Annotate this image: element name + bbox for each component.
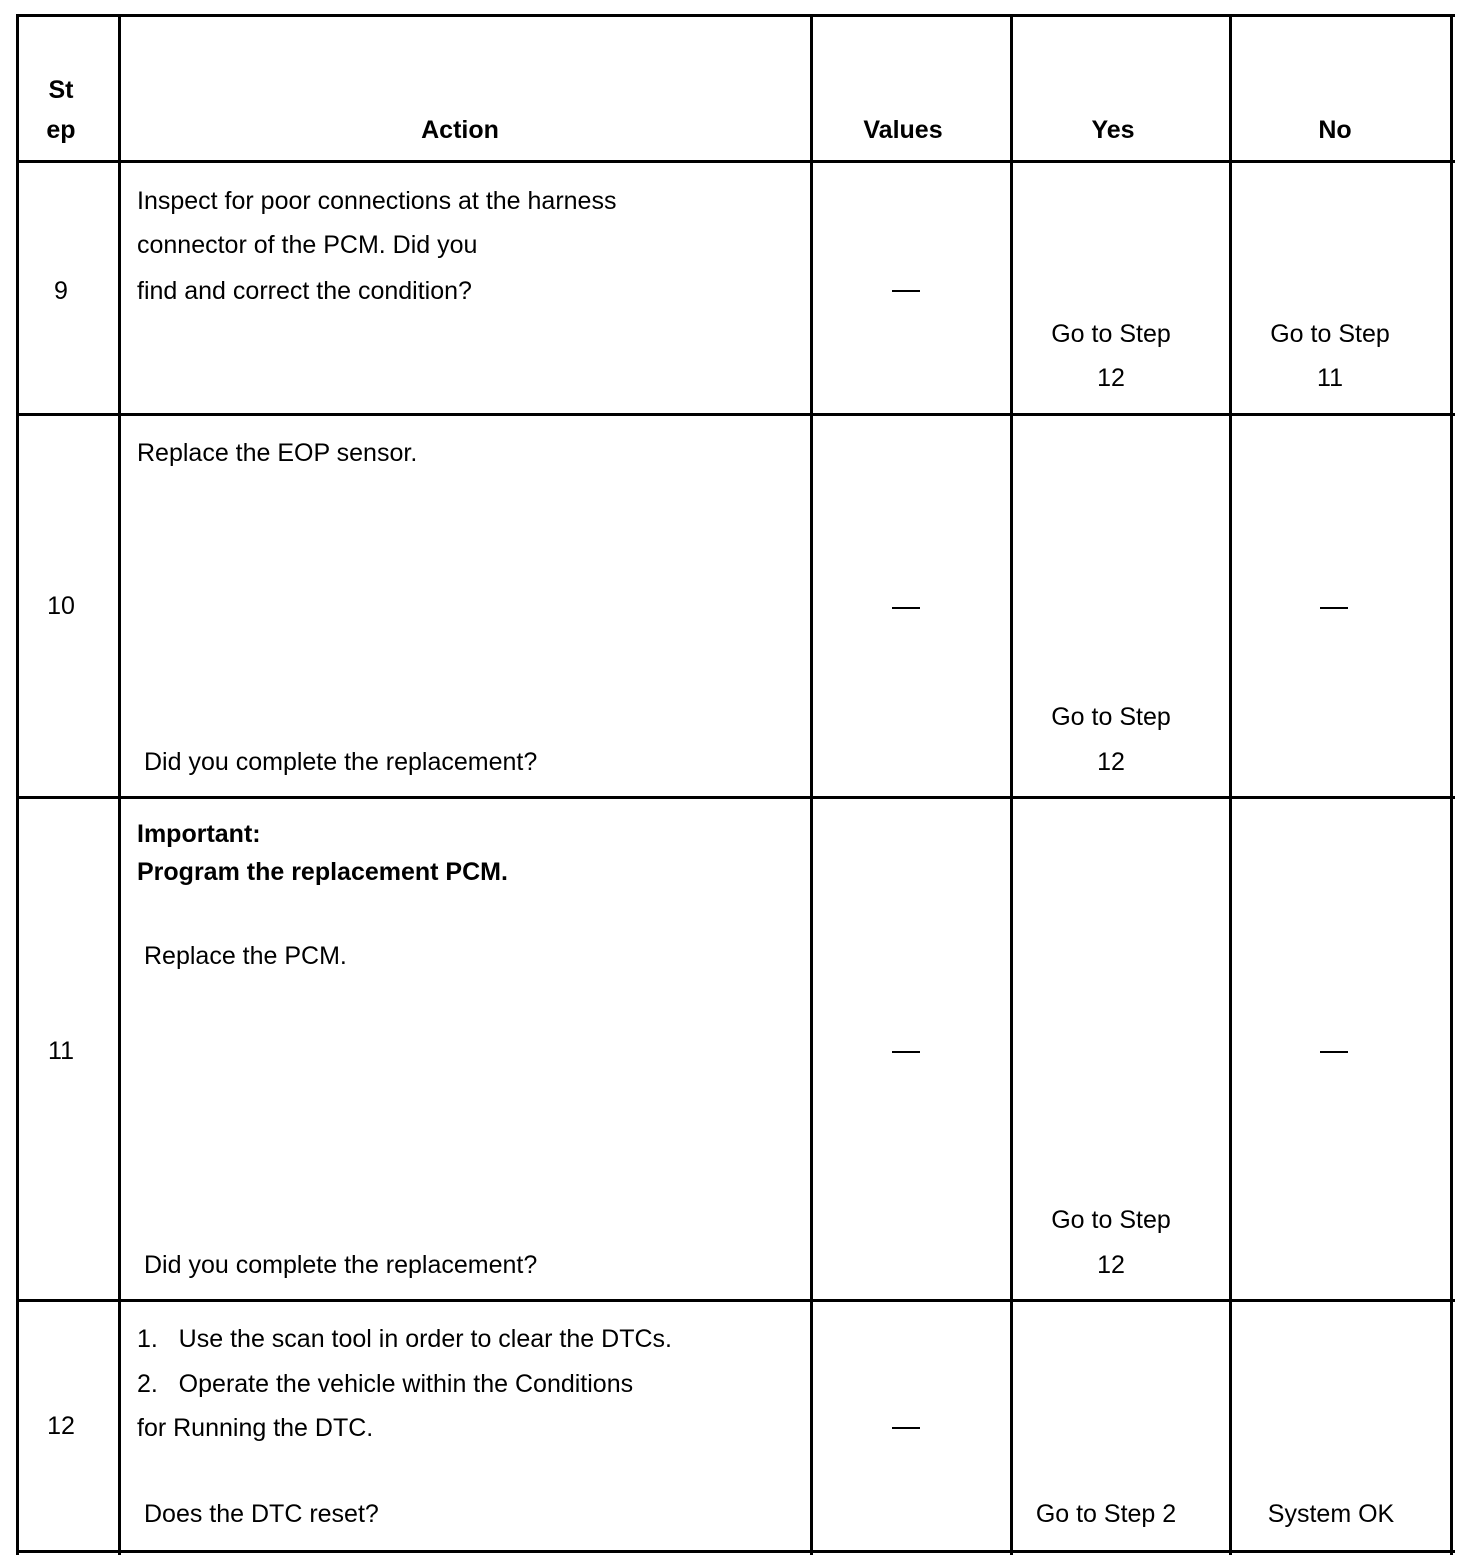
table-border xyxy=(16,1299,1455,1302)
step-number: 10 xyxy=(47,592,75,620)
no-dash xyxy=(1320,1051,1348,1053)
action-question: Did you complete the replacement? xyxy=(144,1251,538,1279)
table-border xyxy=(16,413,1455,416)
value-dash xyxy=(892,1051,920,1053)
no-result: System OK xyxy=(1267,1500,1395,1528)
no-dash xyxy=(1320,607,1348,609)
important-label: Important: xyxy=(137,820,261,848)
table-border xyxy=(16,1550,1455,1553)
value-dash xyxy=(892,607,920,609)
action-text: Inspect for poor connections at the harness xyxy=(137,187,617,215)
yes-goto: Go to Step xyxy=(1051,320,1171,348)
table-border xyxy=(16,160,1455,163)
header-yes: Yes xyxy=(1091,116,1135,144)
important-note: Program the replacement PCM. xyxy=(137,858,508,886)
yes-goto: Go to Step xyxy=(1051,703,1171,731)
table-border xyxy=(16,796,1455,799)
action-question: Does the DTC reset? xyxy=(144,1500,379,1528)
yes-goto-step: 12 xyxy=(1097,1251,1125,1279)
action-list-item: 1. Use the scan tool in order to clear the DTCs. xyxy=(137,1325,672,1353)
table-border xyxy=(810,14,813,1555)
step-number: 12 xyxy=(47,1412,75,1440)
action-text: Replace the EOP sensor. xyxy=(137,439,418,467)
header-step-line1: St xyxy=(48,76,74,104)
yes-goto: Go to Step xyxy=(1051,1206,1171,1234)
action-text: Replace the PCM. xyxy=(144,942,347,970)
yes-goto: Go to Step 2 xyxy=(1035,1500,1177,1528)
yes-goto-step: 12 xyxy=(1097,748,1125,776)
table-border xyxy=(1010,14,1013,1555)
action-text: for Running the DTC. xyxy=(137,1414,374,1442)
value-dash xyxy=(892,290,920,292)
table-border xyxy=(1450,14,1453,1555)
action-list-item: 2. Operate the vehicle within the Conditions xyxy=(137,1370,634,1398)
action-question: Did you complete the replacement? xyxy=(144,748,538,776)
action-text: connector of the PCM. Did you xyxy=(137,231,478,259)
header-no: No xyxy=(1318,116,1352,144)
table-border xyxy=(16,14,1455,17)
table-border xyxy=(1229,14,1232,1555)
value-dash xyxy=(892,1427,920,1429)
header-values: Values xyxy=(863,116,943,144)
no-goto: Go to Step xyxy=(1270,320,1390,348)
step-number: 11 xyxy=(48,1037,74,1065)
table-border xyxy=(118,14,121,1555)
action-text: find and correct the condition? xyxy=(137,277,472,305)
step-number: 9 xyxy=(54,277,68,305)
header-step-line2: ep xyxy=(46,116,76,144)
no-goto-step: 11 xyxy=(1317,364,1343,392)
header-action: Action xyxy=(421,116,499,144)
yes-goto-step: 12 xyxy=(1097,364,1125,392)
table-border xyxy=(16,14,19,1555)
